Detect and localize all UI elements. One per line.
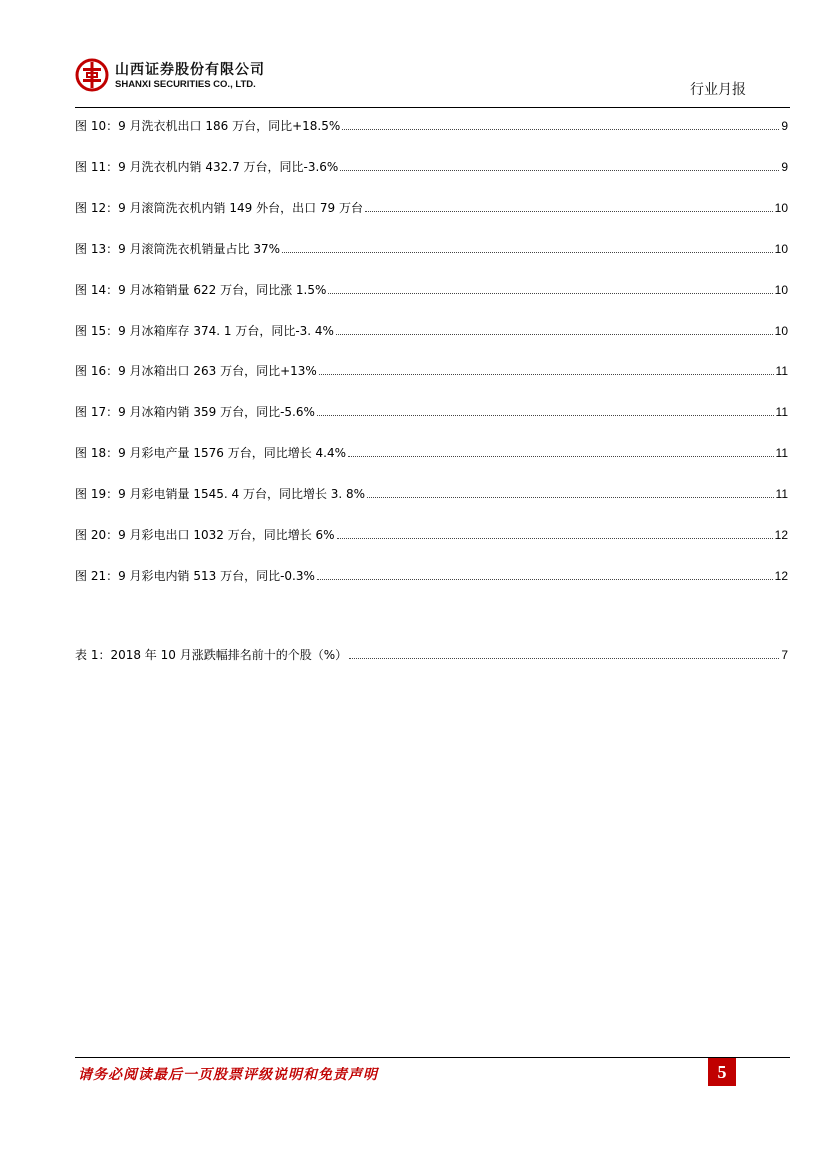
toc-dot-leader [367, 496, 773, 498]
company-name-en: SHANXI SECURITIES CO., LTD. [115, 79, 256, 90]
toc-dot-leader [349, 657, 779, 659]
toc-dot-leader [337, 537, 773, 539]
toc-dot-leader [317, 414, 774, 416]
company-name-cn: 山西证券股份有限公司 [115, 62, 265, 78]
toc-dot-leader [365, 210, 773, 212]
toc-entry-figure[interactable] [75, 282, 788, 298]
toc-entry-page: 9 [781, 160, 788, 174]
toc-dot-leader [317, 578, 773, 580]
toc-entry-page: 12 [774, 528, 788, 542]
toc-entry-figure[interactable] [75, 568, 788, 584]
page-number-badge: 5 [708, 1058, 736, 1086]
toc-entry-page: 11 [775, 405, 788, 419]
toc-entry-page: 12 [774, 569, 788, 583]
toc-dot-leader [342, 128, 779, 130]
report-type-label: 行业月报 [690, 82, 746, 98]
toc-entry-page: 11 [775, 446, 788, 460]
toc-entry-page: 10 [774, 242, 788, 256]
disclaimer-notice: 请务必阅读最后一页股票评级说明和免责声明 [78, 1067, 378, 1083]
toc-entry-figure[interactable] [75, 159, 788, 175]
toc-entry-label: 图 19：9 月彩电销量 1545. 4 万台，同比增长 3. 8% [75, 487, 366, 501]
toc-entry-label: 图 13：9 月滚筒洗衣机销量占比 37% [75, 242, 281, 256]
toc-entry-page: 11 [775, 364, 788, 378]
toc-dot-leader [282, 251, 773, 253]
toc-entry-label: 图 12：9 月滚筒洗衣机内销 149 外台，出口 79 万台 [75, 201, 363, 215]
toc-dot-leader [348, 455, 774, 457]
toc-entry-label: 图 17：9 月冰箱内销 359 万台，同比-5.6% [75, 405, 315, 419]
toc-dot-leader [336, 333, 773, 335]
page-header [75, 58, 790, 108]
footer-divider [75, 1057, 790, 1058]
toc-entry-figure[interactable] [75, 486, 788, 502]
toc-entry-label: 图 20：9 月彩电出口 1032 万台，同比增长 6% [75, 528, 335, 542]
toc-entry-figure[interactable] [75, 363, 788, 379]
toc-entry-label: 图 11：9 月洗衣机内销 432.7 万台，同比-3.6% [75, 160, 339, 174]
toc-entry-figure[interactable] [75, 241, 788, 257]
toc-entry-label: 图 16：9 月冰箱出口 263 万台，同比+13% [75, 364, 317, 378]
toc-entry-label: 图 14：9 月冰箱销量 622 万台，同比涨 1.5% [75, 283, 327, 297]
toc-entry-label: 图 10：9 月洗衣机出口 186 万台，同比+18.5% [75, 119, 341, 133]
toc-entry-page: 11 [775, 487, 788, 501]
toc-entry-page: 10 [774, 283, 788, 297]
toc-entry-figure[interactable] [75, 404, 788, 420]
toc-entry-label: 图 18：9 月彩电产量 1576 万台，同比增长 4.4% [75, 446, 347, 460]
toc-dot-leader [319, 373, 774, 375]
toc-entry-page: 10 [774, 324, 788, 338]
toc-entry-figure[interactable] [75, 323, 788, 339]
toc-entry-figure[interactable] [75, 118, 788, 134]
toc-entry-label: 图 15：9 月冰箱库存 374. 1 万台，同比-3. 4% [75, 324, 334, 338]
toc-entry-page: 9 [781, 119, 788, 133]
toc-entry-label: 表 1：2018 年 10 月涨跌幅排名前十的个股（%） [75, 648, 348, 662]
toc-dot-leader [340, 169, 779, 171]
toc-entry-table[interactable] [75, 647, 788, 663]
toc-entry-figure[interactable] [75, 527, 788, 543]
header-divider [75, 107, 790, 108]
toc-entry-figure[interactable] [75, 445, 788, 461]
toc-entry-label: 图 21：9 月彩电内销 513 万台，同比-0.3% [75, 569, 315, 583]
shanxi-securities-logo-icon [75, 58, 109, 92]
toc-entry-figure[interactable] [75, 200, 788, 216]
toc-entry-page: 10 [774, 201, 788, 215]
toc-entry-page: 7 [781, 648, 788, 662]
toc-dot-leader [328, 292, 772, 294]
